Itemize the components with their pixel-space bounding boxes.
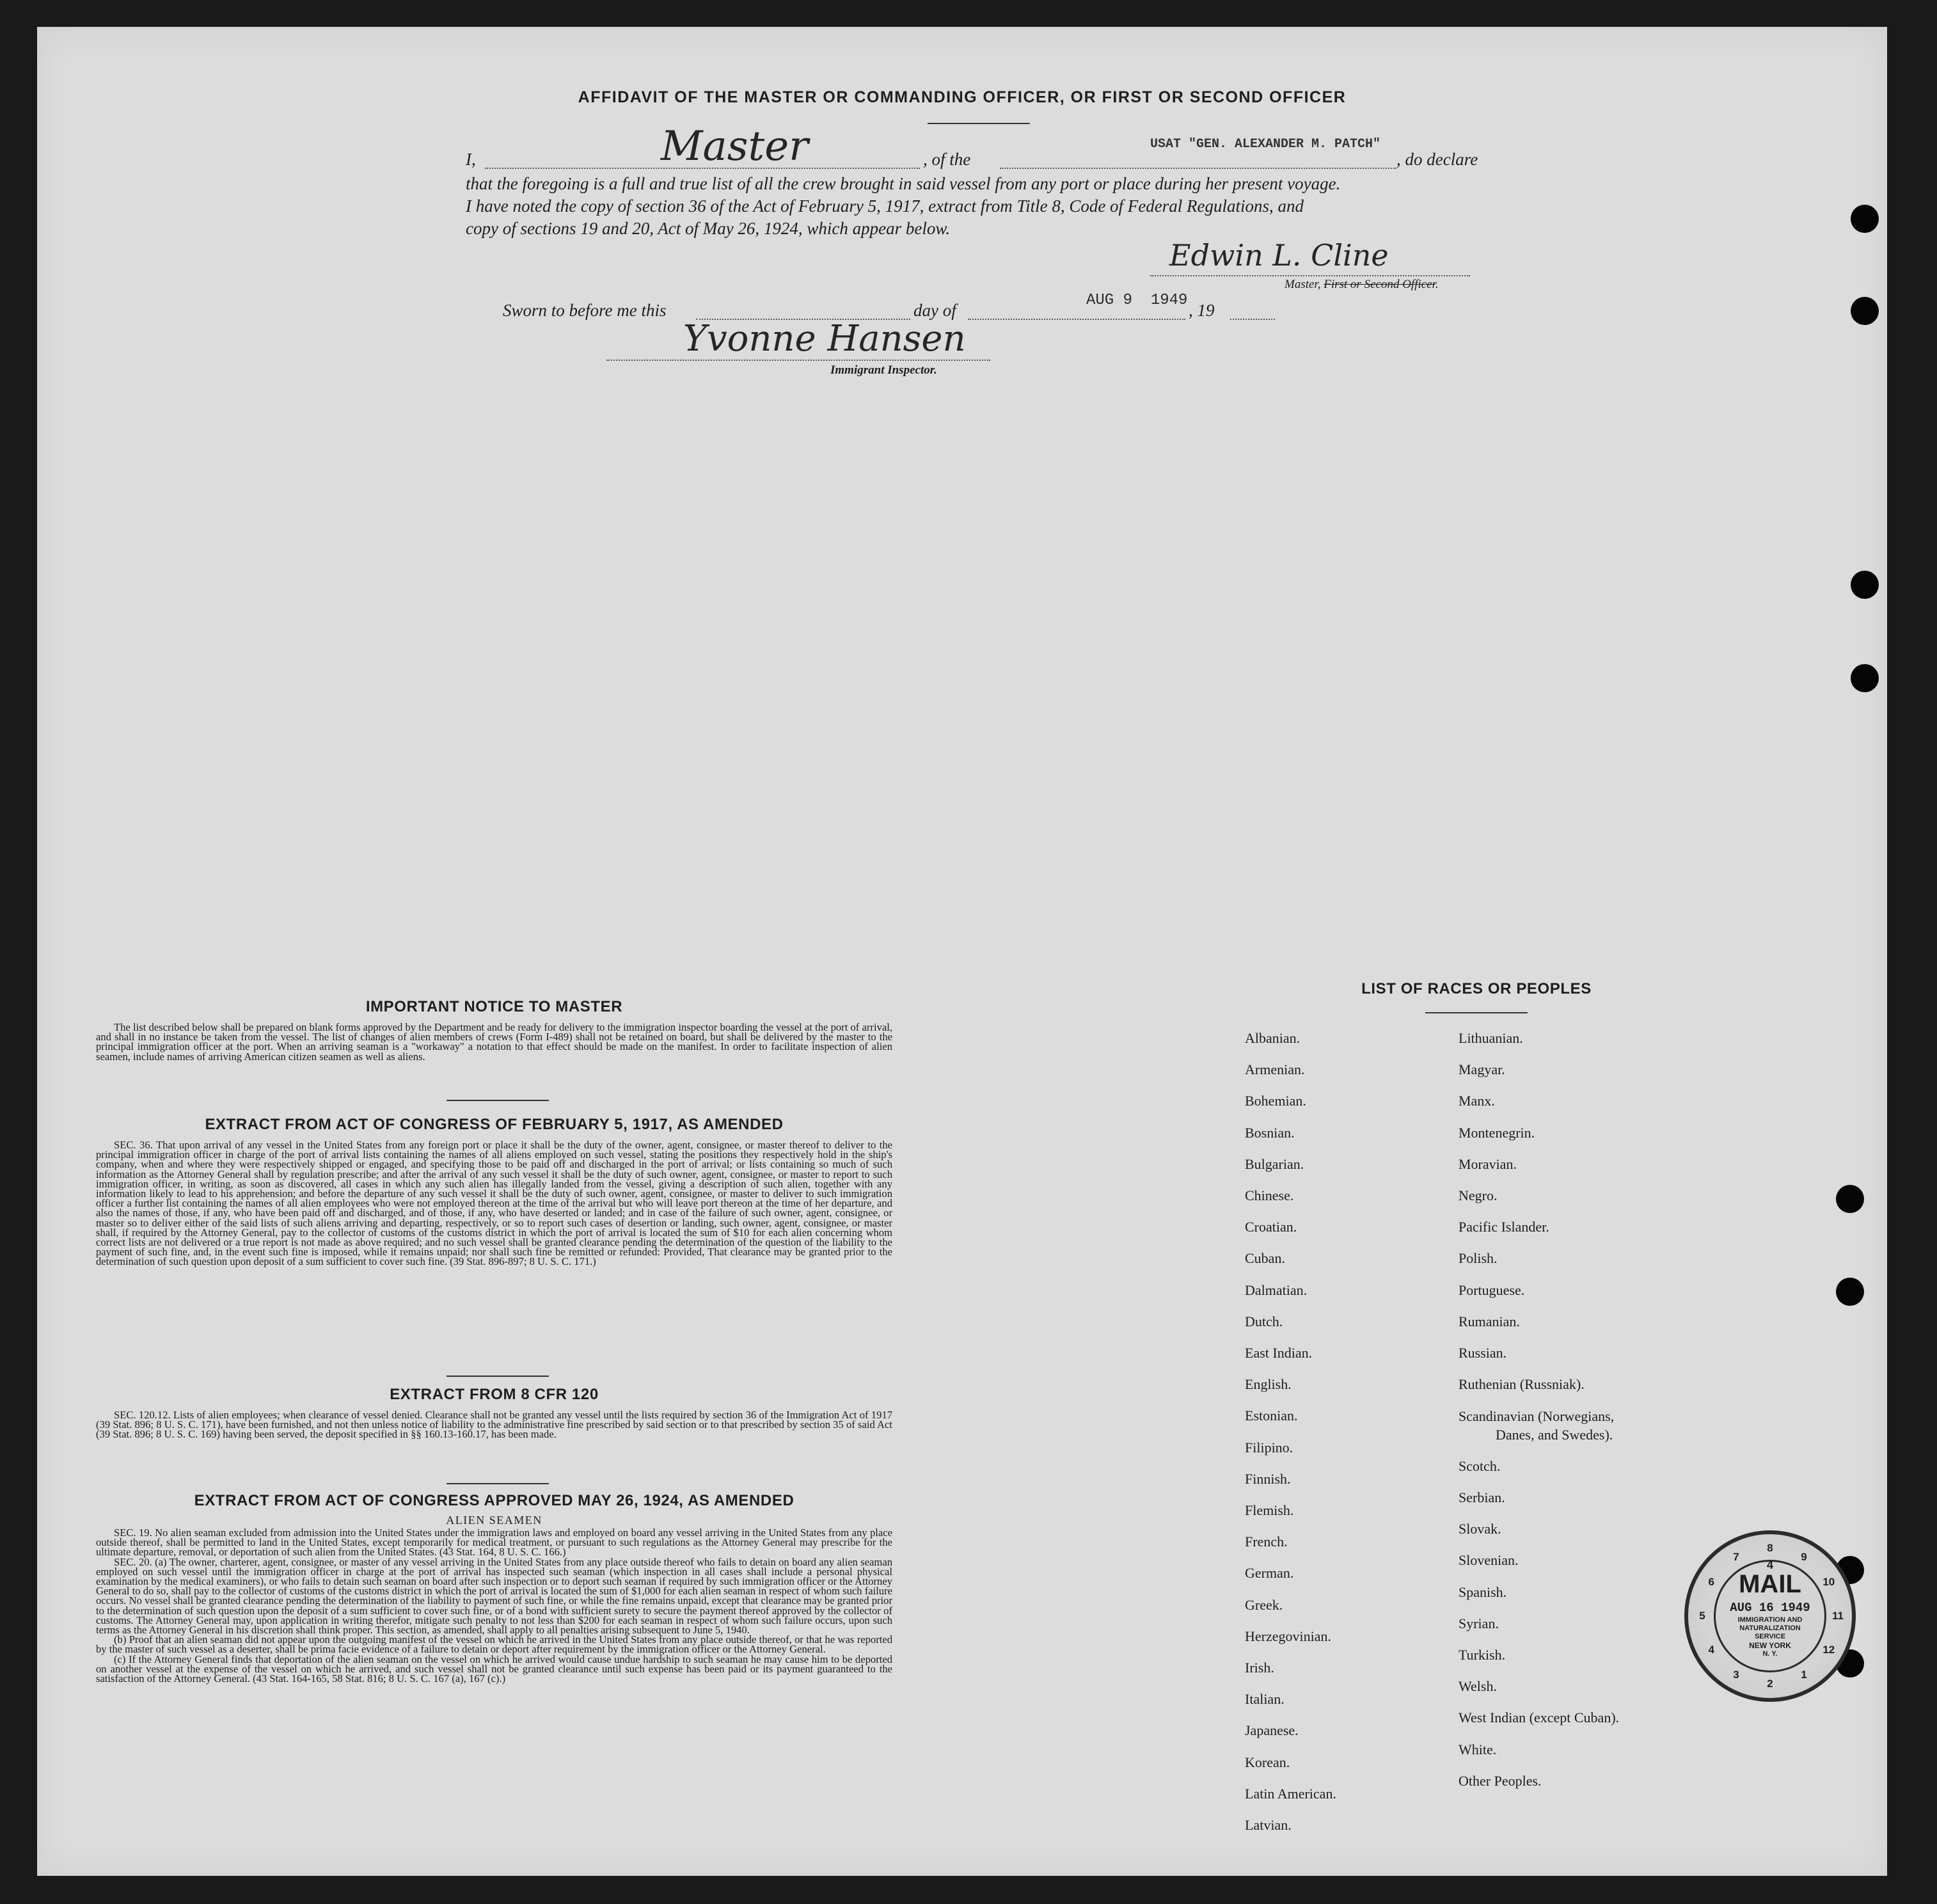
inspector-signature: Yvonne Hansen xyxy=(683,318,966,360)
race-item: Italian. xyxy=(1245,1691,1285,1708)
race-item: Slovenian. xyxy=(1459,1552,1519,1569)
handwritten-rank: Master xyxy=(661,123,809,170)
affidavit-body-line: that the foregoing is a full and true list of all the crew brought in said vessel from any port or place during her present voyage. xyxy=(466,174,1341,193)
race-item: Serbian. xyxy=(1459,1489,1505,1505)
extract-1924-title: EXTRACT FROM ACT OF CONGRESS APPROVED MAY 26, 1924, AS AMENDED xyxy=(194,1492,795,1509)
race-item: Greek. xyxy=(1245,1596,1283,1613)
race-item: Japanese. xyxy=(1245,1722,1299,1739)
stamp-date: AUG 16 1949 xyxy=(1730,1601,1810,1615)
extract-1917-text: SEC. 36. That upon arrival of any vessel in the United States from any foreign port or place it shall be the duty of the owner, agent, consignee, or master thereof to deliver to the principal immigration officer in charge of the port of arrival lists containing the names of all aliens employed on such vessel, stating the positions they respectively hold in the ship's company, when and where they were respectively shipped or engaged, and specifying those to be paid off and discharged in the port of arrival; or lists containing so much of such information as the Attorney General shall by regulation prescribe; and after the arrival of any such vessel it shall be the duty of such owner, agent, consignee, or master to report to such immigration officer, in writing, as soon as discovered, all cases in which any such alien has illegally landed from the vessel, giving a description of such alien, together with any information likely to lead to his apprehension; and before the departure of any such vessel it shall be the duty of such owner, agent, consignee, or master to deliver to such immigration officer a further list containing the names of all alien employees who were not employed thereon at the time of the arrival but who will leave port thereon at the time of her departure, and also the names of those, if any, who have been paid off and discharged, and of those, if any, who have deserted or landed; and in case of the failure of such owner, agent, consignee, or master so to deliver either of the said lists of such aliens arriving and departing, respectively, or so to report such cases of desertion or landing, such owner, agent, consignee, or master shall, if required by the Attorney General, pay to the collector of customs of the customs district in which the port of arrival is located the sum of $10 for each alien concerning whom correct lists are not delivered or a true report is not made as above required; and no such vessel shall be granted clearance pending the determination of the question of the liability to the payment of such fine, and, in the event such fine is imposed, while it remains unpaid; nor shall such fine be remitted or refunded: Provided, That clearance may be granted prior to the determination of such question upon deposit of a sum sufficient to cover such fine. (39 Stat. 896-897; 8 U. S. C. 171.) xyxy=(96,1139,892,1268)
race-item: Estonian. xyxy=(1245,1408,1298,1424)
inspector-caption: Immigrant Inspector. xyxy=(830,363,937,377)
vessel-dotted-line xyxy=(1000,168,1396,169)
race-item: Herzegovinian. xyxy=(1245,1628,1331,1644)
affidavit-body-line: I have noted the copy of section 36 of the Act of February 5, 1917, extract from Title 8, Code of Federal Regulations, and xyxy=(466,196,1304,216)
affidavit-i: I, xyxy=(466,150,476,169)
inspector-dotted-line xyxy=(606,360,990,361)
race-item: Spanish. xyxy=(1459,1583,1507,1600)
stamp-line: IMMIGRATION AND xyxy=(1737,1616,1803,1624)
sworn-label: Sworn to before me this xyxy=(503,301,667,320)
race-item: Chinese. xyxy=(1245,1187,1294,1203)
race-item: Syrian. xyxy=(1459,1615,1499,1631)
stamp-ring-number: 10 xyxy=(1822,1576,1835,1588)
race-item: Pacific Islander. xyxy=(1459,1219,1549,1235)
master-caption-suffix: . xyxy=(1435,278,1439,291)
race-item: Manx. xyxy=(1459,1093,1495,1109)
year-prefix: , 19 xyxy=(1189,301,1215,320)
race-item: Croatian. xyxy=(1245,1219,1297,1235)
stamp-ring-number: 11 xyxy=(1832,1610,1844,1622)
punch-hole xyxy=(1851,571,1879,599)
race-item: French. xyxy=(1245,1534,1288,1550)
punch-hole xyxy=(1851,664,1879,692)
race-item: Turkish. xyxy=(1459,1647,1506,1663)
title-rule xyxy=(928,123,1030,124)
race-item: Polish. xyxy=(1459,1250,1498,1267)
race-item: Dalmatian. xyxy=(1245,1281,1308,1298)
race-item: Bosnian. xyxy=(1245,1124,1295,1141)
race-item: Irish. xyxy=(1245,1660,1274,1676)
race-item: Danes, and Swedes). xyxy=(1496,1427,1613,1443)
stamp-ring-number: 1 xyxy=(1801,1668,1807,1681)
affidavit-of-the: , of the xyxy=(923,150,971,169)
stamp-word: MAIL xyxy=(1739,1570,1801,1598)
race-item: Latvian. xyxy=(1245,1817,1292,1833)
race-item: Bulgarian. xyxy=(1245,1155,1304,1172)
date-dotted-line xyxy=(968,319,1185,320)
signature-dotted-line xyxy=(1150,275,1470,276)
master-caption-struck: First or Second Officer xyxy=(1324,278,1435,291)
punch-hole xyxy=(1851,205,1879,233)
extract-1924-subtitle: ALIEN SEAMEN xyxy=(446,1514,542,1527)
stamp-ring-number: 5 xyxy=(1699,1610,1705,1622)
extract-1924-paragraph: (b) Proof that an alien seaman did not appear upon the outgoing manifest of the vessel on which he arrived in the United States from any place outside thereof, or that he was reported by the master of such vessel as a deserter, shall be prima facie evidence of a failure to detain or deport after requirement by the immigration officer or the Attorney General. xyxy=(96,1633,892,1656)
stamp-ring-number: 7 xyxy=(1733,1551,1739,1564)
race-item: Latin American. xyxy=(1245,1785,1336,1802)
stamp-ring-number: 2 xyxy=(1767,1678,1773,1690)
cfr-title: EXTRACT FROM 8 CFR 120 xyxy=(390,1386,599,1403)
section-rule xyxy=(447,1376,549,1377)
races-rule xyxy=(1425,1012,1528,1013)
stamp-line: N. Y. xyxy=(1762,1650,1778,1658)
race-item: Bohemian. xyxy=(1245,1093,1306,1109)
stamp-ring-number: 4 xyxy=(1708,1644,1714,1656)
master-caption-prefix: Master, xyxy=(1285,278,1324,291)
race-item: Negro. xyxy=(1459,1187,1498,1203)
cfr-text: SEC. 120.12. Lists of alien employees; when clearance of vessel denied. Clearance shall not be granted any vessel until the lists required by section 36 of the Immigration Act of 1917 (39 Stat. 896; 8 U. S. C. 171), have been furnished, and not then unless notice of liability to the administrative fine prescribed by said section or to that prescribed by section 35 of said Act (39 Stat. 896; 8 U. S. C. 169) having been served, the deposit specified in §§ 160.13-160.17, has been made. xyxy=(96,1409,892,1441)
affidavit-declare: , do declare xyxy=(1396,150,1478,169)
race-item: Dutch. xyxy=(1245,1313,1283,1329)
extract-1917-title: EXTRACT FROM ACT OF CONGRESS OF FEBRUARY 5, 1917, AS AMENDED xyxy=(205,1116,784,1133)
race-item: Scandinavian (Norwegians, xyxy=(1459,1408,1615,1425)
stamp-line: NATURALIZATION xyxy=(1739,1624,1801,1632)
race-item: Other Peoples. xyxy=(1459,1772,1542,1789)
race-item: Magyar. xyxy=(1459,1061,1505,1078)
date-stamp: AUG 9 1949 xyxy=(1086,292,1188,309)
race-item: English. xyxy=(1245,1376,1292,1393)
punch-hole xyxy=(1836,1185,1864,1213)
mail-stamp xyxy=(1684,1530,1856,1702)
race-item: Armenian. xyxy=(1245,1061,1305,1078)
affidavit-body-line: copy of sections 19 and 20, Act of May 26, 1924, which appear below. xyxy=(466,219,951,238)
race-item: Albanian. xyxy=(1245,1030,1301,1046)
affidavit-title: AFFIDAVIT OF THE MASTER OR COMMANDING OFFICER, OR FIRST OR SECOND OFFICER xyxy=(578,88,1347,106)
race-item: White. xyxy=(1459,1741,1497,1757)
stamp-line: NEW YORK xyxy=(1749,1641,1791,1650)
race-item: Portuguese. xyxy=(1459,1281,1525,1298)
punch-hole xyxy=(1851,297,1879,325)
extract-1924-paragraph: SEC. 19. No alien seaman excluded from admission into the United States under the immigration laws and employed on board any vessel arriving in the United States from any place outside thereof, shall be permitted to land in the United States, except temporarily for medical treatment, or pursuant to such regulations as the Attorney General may prescribe for the ultimate departure, removal, or deportation of such alien from the United States. (43 Stat. 164, 8 U. S. C. 166.) xyxy=(96,1527,892,1559)
master-signature: Edwin L. Cline xyxy=(1169,238,1389,273)
extract-1924-paragraph: SEC. 20. (a) The owner, charterer, agent, consignee, or master of any vessel arriving in the United States from any place outside thereof who fails to detain on board any alien seaman employed on such vessel until the immigration officer in charge at the port of arrival has inspected such seaman (which inspection in all cases shall include a personal physical examination by the medical examiners), or who fails to detain such seaman on board after such inspection or to deport such seaman if required by such immigration officer or the Attorney General to do so, shall pay to the collector of customs of the customs district in which the port of arrival is located the sum of $1,000 for each alien seaman in respect of whom such failure occurs. No vessel shall be granted clearance pending the determination of the liability to payment of such fine, or while the fine remains unpaid, except that clearance may be granted prior to the determination of such question upon the deposit of a sum sufficient to cover such fine, or of a bond with sufficient surety to secure the payment thereof approved by the collector of customs. The Attorney General may, upon application in writing therefor, mitigate such penalty to not less than $200 for each seaman in respect of whom such failure occurs, upon such terms as the Attorney General in his discretion shall think proper. This section, as amended, shall apply to all penalties arising subsequent to June 5, 1940. xyxy=(96,1555,892,1637)
race-item: Moravian. xyxy=(1459,1155,1517,1172)
extract-1924-text xyxy=(96,1528,892,1683)
race-item: Rumanian. xyxy=(1459,1313,1520,1329)
stamp-ring-number: 9 xyxy=(1801,1551,1807,1564)
stamp-line: SERVICE xyxy=(1754,1633,1786,1640)
race-item: Korean. xyxy=(1245,1754,1290,1770)
punch-hole xyxy=(1836,1278,1864,1306)
race-item: Ruthenian (Russniak). xyxy=(1459,1376,1585,1393)
stamp-ring-number: 12 xyxy=(1822,1644,1835,1656)
section-rule xyxy=(447,1483,549,1484)
notice-text: The list described below shall be prepared on blank forms approved by the Department and be ready for delivery to the immigration inspector boarding the vessel at the port of arrival, and shall in no instance be taken from the vessel. The list of changes of alien members of crews (Form I-489) shall not be retained on board, but shall be delivered by the master to the principal immigration officer at the port. When an arriving seaman is a "workaway" a notation to that effect should be made on the manifest. In order to facilitate inspection of alien seamen, include names of arriving American citizen seamen as well as aliens. xyxy=(96,1021,892,1063)
race-item: Cuban. xyxy=(1245,1250,1285,1267)
race-item: Lithuanian. xyxy=(1459,1030,1523,1046)
race-item: Filipino. xyxy=(1245,1439,1293,1456)
stamp-ring-number: 6 xyxy=(1708,1576,1714,1588)
year-dotted-line xyxy=(1230,319,1275,320)
notice-title: IMPORTANT NOTICE TO MASTER xyxy=(365,998,623,1015)
stamp-ring-number: 3 xyxy=(1733,1668,1739,1681)
section-rule xyxy=(447,1100,549,1101)
vessel-name: USAT "GEN. ALEXANDER M. PATCH" xyxy=(1150,137,1381,152)
race-item: Flemish. xyxy=(1245,1502,1294,1518)
stamp-top-number: 4 xyxy=(1766,1559,1773,1571)
race-item: Finnish. xyxy=(1245,1470,1291,1487)
race-item: Welsh. xyxy=(1459,1678,1497,1695)
extract-1924-paragraph: (c) If the Attorney General finds that deportation of the alien seaman on the vessel on which he arrived would cause undue hardship to such seaman he may cause him to be deported on another vessel at the expense of the vessel on which he arrived, and such vessel shall not be granted clearance until such expense has been paid or its payment guaranteed to the satisfaction of the Attorney General. (43 Stat. 164-165, 58 Stat. 816; 8 U. S. C. 167 (a), 167 (c).) xyxy=(96,1653,892,1685)
race-item: Slovak. xyxy=(1459,1521,1501,1537)
race-item: West Indian (except Cuban). xyxy=(1459,1710,1620,1726)
race-item: Russian. xyxy=(1459,1345,1507,1361)
stamp-ring-number: 8 xyxy=(1767,1542,1773,1554)
master-caption xyxy=(1285,278,1439,292)
race-item: German. xyxy=(1245,1565,1294,1582)
race-item: Scotch. xyxy=(1459,1457,1501,1474)
document-page xyxy=(37,27,1887,1876)
day-of-label: day of xyxy=(913,301,956,320)
race-item: Montenegrin. xyxy=(1459,1124,1535,1141)
race-item: East Indian. xyxy=(1245,1345,1313,1361)
races-title: LIST OF RACES OR PEOPLES xyxy=(1361,980,1592,997)
